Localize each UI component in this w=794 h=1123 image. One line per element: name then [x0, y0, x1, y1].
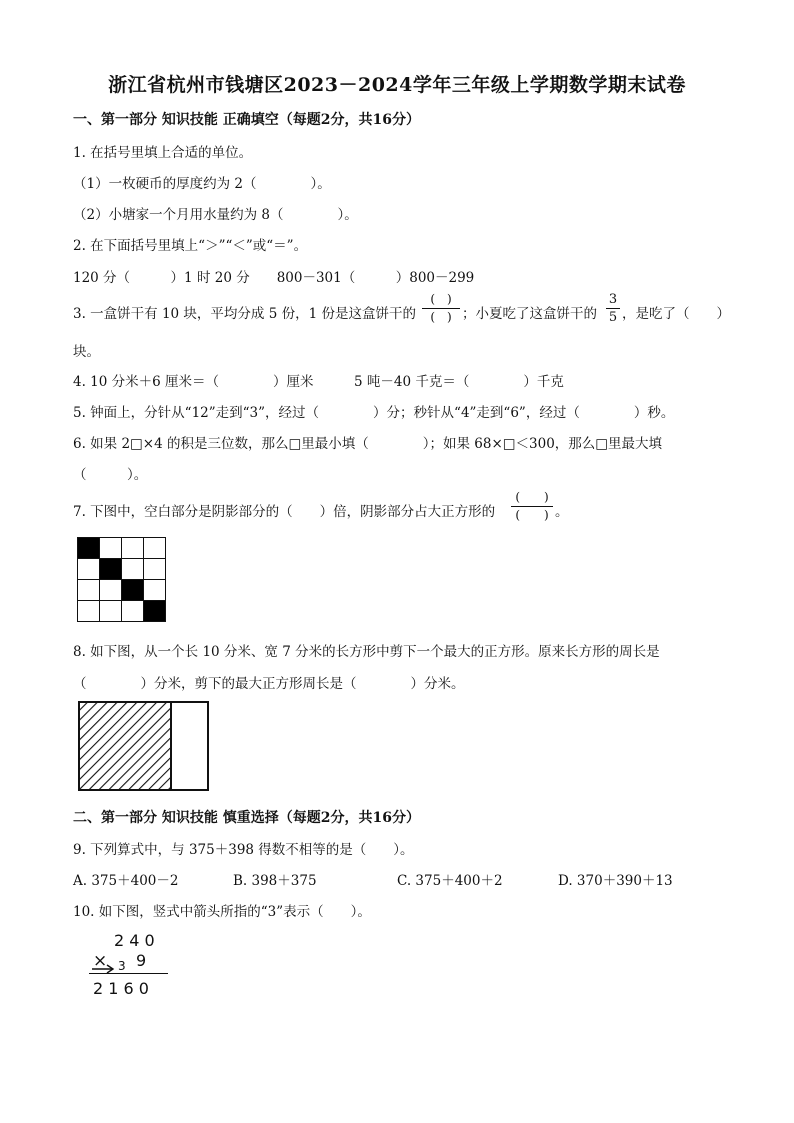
q8-line2: （ ）分米，剪下的最大正方形周长是（ ）分米。: [73, 676, 465, 692]
q9-option-a: A. 375＋400－2: [73, 873, 179, 889]
fraction-bar: [511, 506, 553, 507]
q7-blank-fraction: [511, 490, 553, 523]
q6-line2: （ ）。: [73, 467, 148, 483]
grid-cell: [122, 538, 144, 559]
q9-stem: 9. 下列算式中，与 375＋398 得数不相等的是（ ）。: [73, 842, 414, 858]
grid-cell: [144, 559, 166, 580]
times-sign: ×: [93, 951, 108, 971]
calc-underline: [89, 973, 168, 974]
q5-text: 5. 钟面上，分针从“12”走到“3”，经过（ ）分；秒针从“4”走到“6”，经过（ ）秒。: [73, 405, 675, 421]
grid-cell: [100, 601, 122, 622]
carry-digit: 3: [118, 959, 126, 973]
grid-cell: [100, 580, 122, 601]
section-1-heading: 一、第一部分 知识技能 正确填空（每题2分，共16分）: [73, 112, 420, 128]
q3-text-part1: 3. 一盒饼干有 10 块，平均分成 5 份，1 份是这盒饼干的: [73, 306, 416, 322]
grid-cell: [78, 559, 100, 580]
vertical-calc-multiplicand: 2 4 0: [114, 931, 155, 950]
grid-cell: [78, 601, 100, 622]
grid-cell-shaded: [78, 538, 100, 559]
q1-part-b: （2）小塘家一个月用水量约为 8（ ）。: [73, 207, 358, 223]
q3-text-part3: ，是吃了（ ）: [622, 306, 730, 322]
grid-row: [78, 601, 166, 622]
vertical-calc-result: 2 1 6 0: [93, 979, 149, 998]
q3-blank-numerator: ( ): [430, 292, 452, 306]
grid-cell: [144, 580, 166, 601]
q7-grid-figure: [77, 537, 166, 622]
page-title: 浙江省杭州市钱塘区2023－2024学年三年级上学期数学期末试卷: [108, 74, 686, 96]
grid-cell-shaded: [100, 559, 122, 580]
q6-line1: 6. 如果 2□×4 的积是三位数，那么□里最小填（ ）；如果 68×□＜300，那么□里最大填: [73, 436, 663, 452]
hatched-square: [79, 702, 171, 790]
q1-stem: 1. 在括号里填上合适的单位。: [73, 145, 253, 161]
grid-cell-shaded: [144, 601, 166, 622]
q3-fraction: [606, 292, 620, 325]
q3-blank-denominator: ( ): [430, 310, 452, 324]
q3-text-part2: ；小夏吃了这盒饼干的: [462, 306, 597, 322]
q8-line1: 8. 如下图，从一个长 10 分米、宽 7 分米的长方形中剪下一个最大的正方形。原来长方形的周长是: [73, 644, 660, 660]
q2-stem: 2. 在下面括号里填上“＞”“＜”或“＝”。: [73, 238, 308, 254]
grid-row: [78, 538, 166, 559]
q2-items: 120 分（ ）1 时 20 分 800－301（ ）800－299: [73, 270, 475, 286]
q7-text-part2: 。: [555, 504, 569, 520]
q3-blank-fraction: [422, 292, 460, 325]
q10-stem: 10. 如下图，竖式中箭头所指的“3”表示（ ）。: [73, 904, 371, 920]
section-2-heading: 二、第一部分 知识技能 慎重选择（每题2分，共16分）: [73, 810, 420, 826]
grid-cell: [100, 538, 122, 559]
q9-option-c: C. 375＋400＋2: [397, 873, 503, 889]
q7-blank-denominator: ( ): [515, 508, 549, 522]
grid-cell: [78, 580, 100, 601]
grid-cell: [144, 538, 166, 559]
grid-row: [78, 559, 166, 580]
fraction-bar: [422, 308, 460, 309]
q3-continuation: 块。: [73, 344, 100, 360]
vertical-calc-multiplier: 9: [136, 951, 147, 970]
grid-cell: [122, 559, 144, 580]
q3-fraction-denominator: 5: [608, 310, 618, 325]
q4-text: 4. 10 分米＋6 厘米＝（ ）厘米 5 吨－40 千克＝（ ）千克: [73, 374, 564, 390]
q7-text-part1: 7. 下图中，空白部分是阴影部分的（ ）倍，阴影部分占大正方形的: [73, 504, 496, 520]
grid-row: [78, 580, 166, 601]
grid-cell: [122, 601, 144, 622]
q8-rectangle-figure: [78, 701, 210, 792]
q1-part-a: （1）一枚硬币的厚度约为 2（ ）。: [73, 176, 331, 192]
q9-option-b: B. 398＋375: [233, 873, 317, 889]
q9-option-d: D. 370＋390＋13: [558, 873, 673, 889]
q7-blank-numerator: ( ): [515, 490, 549, 504]
q3-fraction-numerator: 3: [608, 292, 618, 307]
fraction-bar: [606, 308, 620, 309]
grid-cell-shaded: [122, 580, 144, 601]
